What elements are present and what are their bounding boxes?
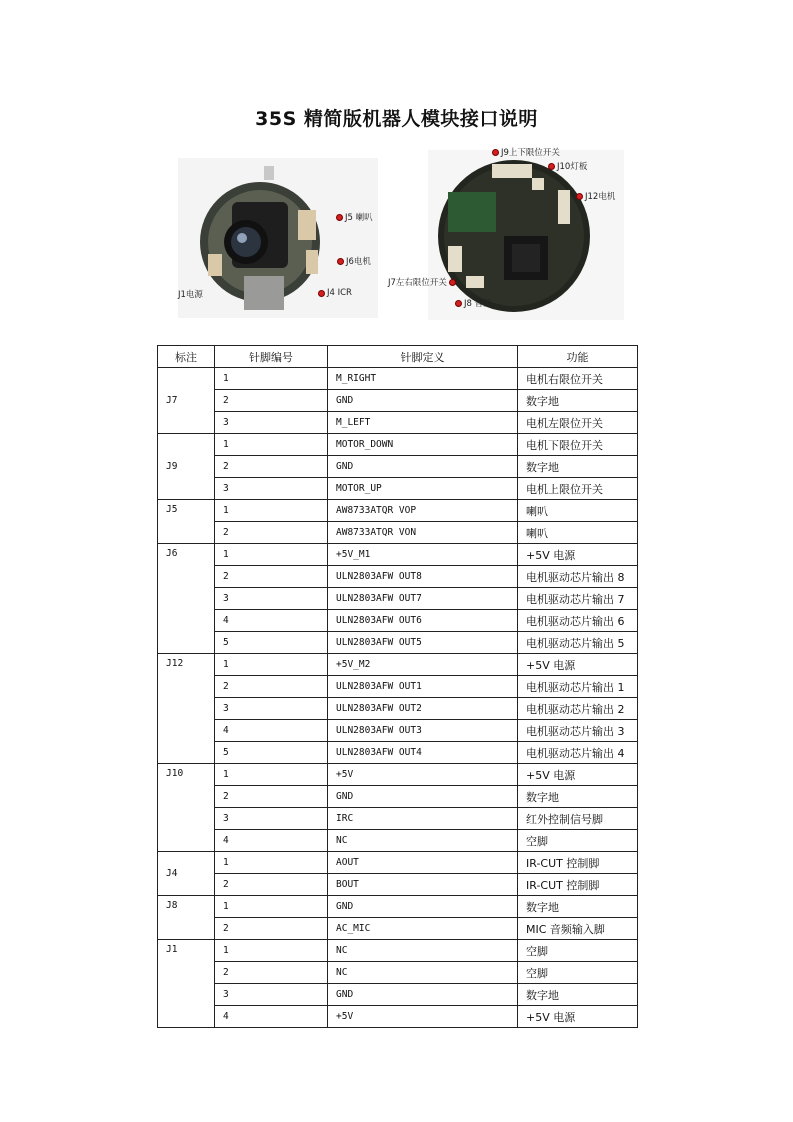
callout-j7: J7左右限位开关 bbox=[388, 276, 456, 288]
function-cell: 电机驱动芯片输出 8 bbox=[518, 566, 638, 588]
pin-number-cell: 4 bbox=[215, 610, 328, 632]
pin-number-cell: 3 bbox=[215, 588, 328, 610]
pin-definition-cell: ULN2803AFW OUT4 bbox=[328, 742, 518, 764]
table-row bbox=[158, 522, 638, 544]
table-row bbox=[158, 566, 638, 588]
function-cell: 电机驱动芯片输出 5 bbox=[518, 632, 638, 654]
header-pin-number: 针脚编号 bbox=[215, 346, 328, 368]
pin-definition-cell: GND bbox=[328, 896, 518, 918]
table-row bbox=[158, 544, 638, 566]
table-row bbox=[158, 390, 638, 412]
pin-number-cell: 2 bbox=[215, 874, 328, 896]
function-cell: MIC 音频输入脚 bbox=[518, 918, 638, 940]
callout-j5: J5 喇叭 bbox=[336, 211, 373, 223]
function-cell: +5V 电源 bbox=[518, 544, 638, 566]
pin-number-cell: 1 bbox=[215, 896, 328, 918]
table-row bbox=[158, 742, 638, 764]
function-cell: +5V 电源 bbox=[518, 654, 638, 676]
pin-number-cell: 1 bbox=[215, 852, 328, 874]
marker-dot-icon bbox=[337, 258, 344, 265]
function-cell: 电机下限位开关 bbox=[518, 434, 638, 456]
function-cell: 喇叭 bbox=[518, 500, 638, 522]
function-cell: 电机驱动芯片输出 4 bbox=[518, 742, 638, 764]
table-row bbox=[158, 698, 638, 720]
marker-dot-icon bbox=[336, 214, 343, 221]
marker-dot-icon bbox=[449, 279, 456, 286]
pin-number-cell: 4 bbox=[215, 1006, 328, 1028]
table-row bbox=[158, 434, 638, 456]
function-cell: 电机右限位开关 bbox=[518, 368, 638, 390]
pin-definition-cell: ULN2803AFW OUT5 bbox=[328, 632, 518, 654]
function-cell: 电机驱动芯片输出 2 bbox=[518, 698, 638, 720]
function-cell: +5V 电源 bbox=[518, 764, 638, 786]
connector-label: J7 bbox=[158, 368, 215, 434]
pin-definition-cell: AC_MIC bbox=[328, 918, 518, 940]
function-cell: 电机驱动芯片输出 1 bbox=[518, 676, 638, 698]
pin-definition-cell: +5V bbox=[328, 1006, 518, 1028]
pin-number-cell: 4 bbox=[215, 720, 328, 742]
pin-number-cell: 3 bbox=[215, 808, 328, 830]
callout-j6: J6电机 bbox=[337, 255, 371, 267]
pin-definition-cell: M_RIGHT bbox=[328, 368, 518, 390]
pin-number-cell: 1 bbox=[215, 940, 328, 962]
table-row bbox=[158, 940, 638, 962]
pin-number-cell: 2 bbox=[215, 962, 328, 984]
pin-definition-cell: +5V bbox=[328, 764, 518, 786]
function-cell: 空脚 bbox=[518, 830, 638, 852]
pin-definition-cell: BOUT bbox=[328, 874, 518, 896]
pin-number-cell: 2 bbox=[215, 786, 328, 808]
function-cell: IR-CUT 控制脚 bbox=[518, 874, 638, 896]
connector-label: J5 bbox=[158, 500, 215, 544]
pin-number-cell: 1 bbox=[215, 434, 328, 456]
pin-definition-cell: ULN2803AFW OUT8 bbox=[328, 566, 518, 588]
connector-label: J9 bbox=[158, 434, 215, 500]
pin-number-cell: 3 bbox=[215, 984, 328, 1006]
function-cell: 空脚 bbox=[518, 940, 638, 962]
table-row bbox=[158, 786, 638, 808]
pin-definition-cell: ULN2803AFW OUT6 bbox=[328, 610, 518, 632]
table-row bbox=[158, 368, 638, 390]
pin-definition-cell: ULN2803AFW OUT7 bbox=[328, 588, 518, 610]
function-cell: 红外控制信号脚 bbox=[518, 808, 638, 830]
pin-definition-cell: NC bbox=[328, 940, 518, 962]
pin-number-cell: 3 bbox=[215, 478, 328, 500]
function-cell: 数字地 bbox=[518, 786, 638, 808]
callout-j1: J1电源 bbox=[178, 290, 203, 300]
table-body bbox=[158, 368, 638, 1028]
pin-number-cell: 2 bbox=[215, 566, 328, 588]
function-cell: 空脚 bbox=[518, 962, 638, 984]
function-cell: 电机驱动芯片输出 6 bbox=[518, 610, 638, 632]
pin-number-cell: 2 bbox=[215, 676, 328, 698]
function-cell: IR-CUT 控制脚 bbox=[518, 852, 638, 874]
table-row bbox=[158, 610, 638, 632]
callout-j9: J9上下限位开关 bbox=[492, 146, 560, 158]
header-function: 功能 bbox=[518, 346, 638, 368]
connector-label: J8 bbox=[158, 896, 215, 940]
function-cell: 电机驱动芯片输出 3 bbox=[518, 720, 638, 742]
pcb-board-image bbox=[428, 150, 624, 320]
marker-dot-icon bbox=[492, 149, 499, 156]
pin-number-cell: 4 bbox=[215, 830, 328, 852]
pin-definition-cell: ULN2803AFW OUT2 bbox=[328, 698, 518, 720]
header-label: 标注 bbox=[158, 346, 215, 368]
pin-number-cell: 1 bbox=[215, 654, 328, 676]
pin-definition-cell: AOUT bbox=[328, 852, 518, 874]
pin-definition-cell: IRC bbox=[328, 808, 518, 830]
pcb-board-photo bbox=[428, 150, 624, 320]
pin-definition-table bbox=[157, 345, 638, 1028]
callout-j10: J10灯板 bbox=[548, 160, 587, 172]
pin-number-cell: 1 bbox=[215, 544, 328, 566]
pin-definition-cell: GND bbox=[328, 984, 518, 1006]
pin-definition-cell: MOTOR_DOWN bbox=[328, 434, 518, 456]
table-header-row bbox=[158, 346, 638, 368]
marker-dot-icon bbox=[455, 300, 462, 307]
connector-label: J4 bbox=[158, 852, 215, 896]
pin-definition-cell: NC bbox=[328, 962, 518, 984]
pin-number-cell: 1 bbox=[215, 764, 328, 786]
table-row bbox=[158, 764, 638, 786]
function-cell: 数字地 bbox=[518, 456, 638, 478]
pin-number-cell: 2 bbox=[215, 456, 328, 478]
function-cell: 数字地 bbox=[518, 390, 638, 412]
function-cell: 数字地 bbox=[518, 984, 638, 1006]
pin-number-cell: 1 bbox=[215, 500, 328, 522]
callout-j8: J8 音频 bbox=[455, 297, 492, 309]
pin-number-cell: 1 bbox=[215, 368, 328, 390]
callout-j4: J4 ICR bbox=[318, 288, 352, 298]
marker-dot-icon bbox=[576, 193, 583, 200]
marker-dot-icon bbox=[318, 290, 325, 297]
table-row bbox=[158, 808, 638, 830]
pin-definition-cell: GND bbox=[328, 390, 518, 412]
pin-definition-cell: GND bbox=[328, 786, 518, 808]
pin-number-cell: 5 bbox=[215, 632, 328, 654]
pin-number-cell: 5 bbox=[215, 742, 328, 764]
function-cell: 喇叭 bbox=[518, 522, 638, 544]
connector-label: J10 bbox=[158, 764, 215, 852]
table-row bbox=[158, 632, 638, 654]
table-row bbox=[158, 720, 638, 742]
table-row bbox=[158, 588, 638, 610]
pin-number-cell: 3 bbox=[215, 412, 328, 434]
function-cell: 电机驱动芯片输出 7 bbox=[518, 588, 638, 610]
function-cell: 电机左限位开关 bbox=[518, 412, 638, 434]
marker-dot-icon bbox=[548, 163, 555, 170]
pin-number-cell: 2 bbox=[215, 522, 328, 544]
table-row bbox=[158, 852, 638, 874]
table-row bbox=[158, 412, 638, 434]
pin-number-cell: 3 bbox=[215, 698, 328, 720]
table-row bbox=[158, 962, 638, 984]
table-row bbox=[158, 478, 638, 500]
pin-number-cell: 2 bbox=[215, 918, 328, 940]
table-row bbox=[158, 676, 638, 698]
header-pin-definition: 针脚定义 bbox=[328, 346, 518, 368]
table-row bbox=[158, 456, 638, 478]
function-cell: 数字地 bbox=[518, 896, 638, 918]
table-row bbox=[158, 874, 638, 896]
table-row bbox=[158, 918, 638, 940]
table-row bbox=[158, 1006, 638, 1028]
table-row bbox=[158, 654, 638, 676]
callout-j12: J12电机 bbox=[576, 190, 615, 202]
page-title: 35S 精简版机器人模块接口说明 bbox=[255, 108, 538, 130]
pin-definition-cell: NC bbox=[328, 830, 518, 852]
connector-label: J12 bbox=[158, 654, 215, 764]
table-row bbox=[158, 500, 638, 522]
pin-definition-cell: +5V_M1 bbox=[328, 544, 518, 566]
pin-definition-cell: AW8733ATQR VOP bbox=[328, 500, 518, 522]
connector-label: J6 bbox=[158, 544, 215, 654]
pin-definition-cell: AW8733ATQR VON bbox=[328, 522, 518, 544]
pin-definition-cell: GND bbox=[328, 456, 518, 478]
table-row bbox=[158, 984, 638, 1006]
pin-number-cell: 2 bbox=[215, 390, 328, 412]
pin-definition-cell: +5V_M2 bbox=[328, 654, 518, 676]
function-cell: +5V 电源 bbox=[518, 1006, 638, 1028]
pin-definition-cell: M_LEFT bbox=[328, 412, 518, 434]
function-cell: 电机上限位开关 bbox=[518, 478, 638, 500]
connector-label: J1 bbox=[158, 940, 215, 1028]
pin-definition-cell: MOTOR_UP bbox=[328, 478, 518, 500]
table-row bbox=[158, 830, 638, 852]
table-row bbox=[158, 896, 638, 918]
pin-definition-cell: ULN2803AFW OUT3 bbox=[328, 720, 518, 742]
pin-definition-cell: ULN2803AFW OUT1 bbox=[328, 676, 518, 698]
